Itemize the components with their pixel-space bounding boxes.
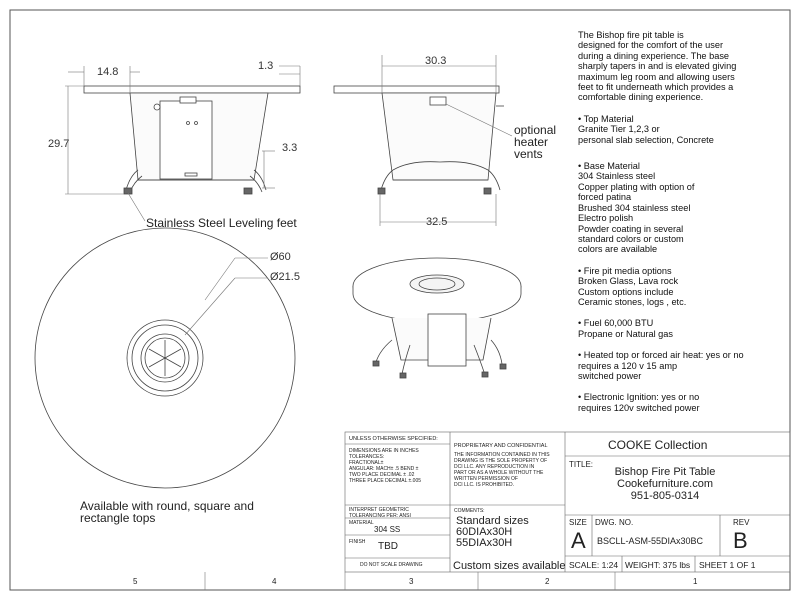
custom-sizes-note: Custom sizes available	[453, 560, 566, 572]
zone-number: 1	[693, 577, 698, 586]
front-view	[84, 86, 300, 194]
desc-line: Broken Glass, Lava rock	[578, 276, 679, 287]
desc-line: designed for the comfort of the user	[578, 40, 724, 51]
material-value: 304 SS	[374, 525, 401, 534]
dim-overall-height: 29.7	[48, 138, 70, 150]
tolerance-line: TOLERANCES:	[349, 454, 385, 460]
zone-number: 4	[272, 577, 277, 586]
desc-line: Copper plating with option of	[578, 181, 695, 192]
heater-vents-callout	[514, 124, 556, 160]
desc-line: • Top Material	[578, 113, 634, 124]
proprietary-line: DCI LLC. IS PROHIBITED.	[454, 482, 515, 488]
proprietary-text	[454, 452, 550, 488]
unless-specified: UNLESS OTHERWISE SPECIFIED:	[349, 436, 438, 442]
description-top-material	[578, 114, 786, 145]
tolerance-line: ANGULAR: MACH± .5 BEND ±	[349, 466, 419, 472]
desc-line: Propane or Natural gas	[578, 328, 673, 339]
desc-line: personal slab selection, Concrete	[578, 134, 714, 145]
desc-line: switched power	[578, 370, 642, 381]
heater-vents-line-2: heater	[514, 135, 549, 149]
description-fire-media	[578, 266, 786, 308]
desc-line: Custom options include	[578, 286, 674, 297]
size-label: SIZE	[569, 518, 587, 527]
leveling-feet-callout: Stainless Steel Leveling feet	[146, 216, 297, 230]
drawing-title	[600, 466, 730, 502]
proprietary-line: DRAWING IS THE SOLE PROPERTY OF	[454, 458, 548, 464]
finish-value: TBD	[378, 541, 398, 552]
sheet-value: SHEET 1 OF 1	[699, 560, 756, 570]
desc-line: colors are available	[578, 244, 658, 255]
weight-value: WEIGHT: 375 lbs	[625, 560, 691, 570]
proprietary-line: PART OR AS A WHOLE WITHOUT THE	[454, 470, 544, 476]
no-scale-note: DO NOT SCALE DRAWING	[360, 562, 423, 568]
tolerance-line: DIMENSIONS ARE IN INCHES	[349, 448, 419, 454]
dim-burner-diameter: Ø21.5	[270, 271, 300, 283]
collection-name: COOKE Collection	[608, 438, 708, 452]
tolerance-line: FRACTIONAL±	[349, 460, 384, 466]
side-view	[334, 86, 504, 194]
description-intro	[578, 30, 786, 103]
tolerance-line: THREE PLACE DECIMAL ±.005	[349, 478, 422, 484]
dim-base-width: 32.5	[426, 216, 448, 228]
description-panel	[578, 30, 786, 424]
interpret-note	[349, 507, 411, 519]
desc-line: The Bishop fire pit table is	[578, 30, 684, 40]
tolerance-line: TWO PLACE DECIMAL ± .02	[349, 472, 415, 478]
title-line: Bishop Fire Pit Table	[614, 466, 716, 478]
dwg-no-value: BSCLL-ASM-55DIAx30BC	[597, 536, 704, 546]
comment-line: 55DIAx30H	[456, 537, 513, 549]
top-view	[35, 228, 295, 488]
proprietary-line: THE INFORMATION CONTAINED IN THIS	[454, 452, 550, 458]
desc-line: during a dining experience. The base	[578, 50, 730, 61]
desc-line: standard colors or custom	[578, 233, 684, 244]
desc-line: maximum leg room and allowing users	[578, 71, 735, 82]
description-heated-top	[578, 350, 786, 381]
desc-line: Electro polish	[578, 213, 634, 224]
desc-line: Ceramic stones, logs , etc.	[578, 296, 687, 307]
isometric-view	[353, 258, 521, 378]
available-tops-note	[80, 500, 254, 524]
proprietary-title: PROPRIETARY AND CONFIDENTIAL	[454, 443, 548, 449]
finish-label: FINISH	[349, 539, 366, 545]
title-line: Cookefurniture.com	[617, 478, 713, 490]
heater-vents-line-3: vents	[514, 147, 543, 161]
dim-table-diameter: Ø60	[270, 251, 291, 263]
desc-line: • Fire pit media options	[578, 265, 672, 276]
size-value: A	[571, 528, 586, 553]
desc-line: sharply tapers in and is elevated giving	[578, 61, 737, 72]
desc-line: • Electronic Ignition: yes or no	[578, 392, 700, 403]
zone-number: 3	[409, 577, 414, 586]
desc-line: Granite Tier 1,2,3 or	[578, 124, 660, 135]
desc-line: requires a 120 v 15 amp	[578, 360, 678, 371]
desc-line: Powder coating in several	[578, 223, 684, 234]
tolerances-block	[349, 448, 421, 484]
heater-vents-line-1: optional	[514, 123, 557, 137]
dim-top-overhang: 14.8	[97, 66, 119, 78]
available-tops-line-2: rectangle tops	[80, 511, 156, 525]
desc-line: Brushed 304 stainless steel	[578, 202, 691, 213]
comment-line: 60DIAx30H	[456, 526, 513, 538]
rev-label: REV	[733, 518, 750, 527]
dim-leg-height: 3.3	[282, 142, 298, 154]
zone-number: 2	[545, 577, 550, 586]
interpret-line: INTERPRET GEOMETRIC	[349, 507, 409, 513]
desc-line: feet to fit underneath which provides a	[578, 82, 734, 93]
comments-label: COMMENTS:	[454, 508, 485, 514]
comment-line: Standard sizes	[456, 515, 529, 527]
zone-number: 5	[133, 577, 138, 586]
description-ignition	[578, 392, 786, 413]
description-fuel	[578, 318, 786, 339]
scale-value: SCALE: 1:24	[569, 560, 619, 570]
proprietary-line: DCI LLC. ANY REPRODUCTION IN	[454, 464, 535, 470]
interpret-line: TOLERANCING PER: ANSI	[349, 513, 411, 519]
description-base-material	[578, 161, 786, 255]
comments-value	[456, 516, 529, 549]
desc-line: • Base Material	[578, 161, 640, 172]
dim-top-width: 30.3	[425, 55, 447, 67]
desc-line: requires 120v switched power	[578, 402, 700, 413]
dim-top-thickness: 1.3	[258, 60, 274, 72]
dwg-no-label: DWG. NO.	[595, 518, 634, 527]
desc-line: comfortable dining experience.	[578, 92, 704, 103]
material-label: MATERIAL	[349, 520, 374, 526]
available-tops-line-1: Available with round, square and	[80, 499, 254, 513]
rev-value: B	[733, 528, 748, 553]
title-line: 951-805-0314	[630, 490, 700, 502]
title-label: TITLE:	[569, 460, 594, 469]
desc-line: • Heated top or forced air heat: yes or no	[578, 350, 744, 361]
desc-line: • Fuel 60,000 BTU	[578, 318, 654, 329]
proprietary-line: WRITTEN PERMISSION OF	[454, 476, 518, 482]
desc-line: 304 Stainless steel	[578, 171, 656, 182]
desc-line: forced patina	[578, 192, 632, 203]
